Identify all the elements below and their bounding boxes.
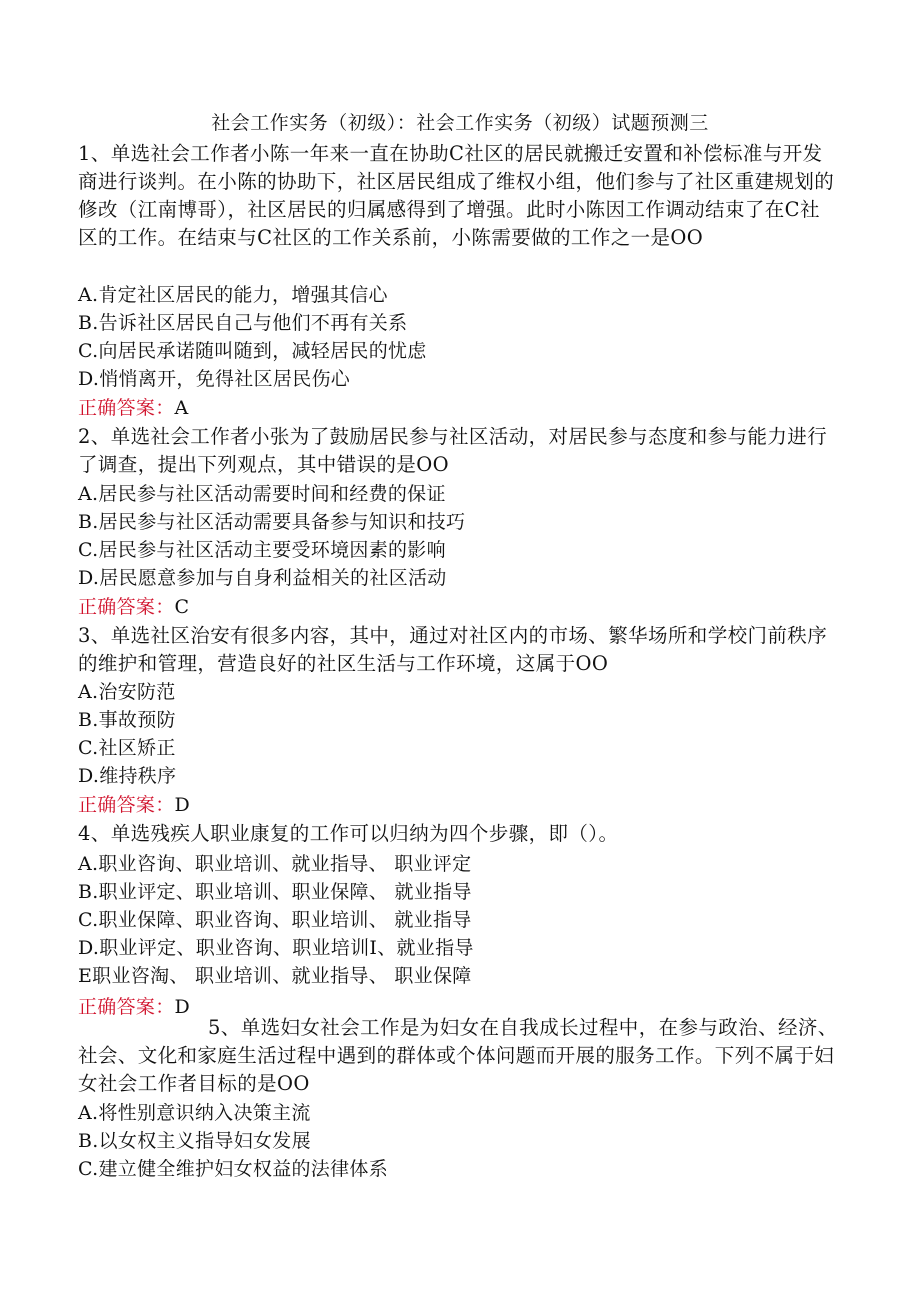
question-1-stem: 1、单选社会工作者小陈一年来一直在协助C社区的居民就搬迁安置和补偿标准与开发商进行谈判。在小陈的协助下，社区居民组成了维权小组，他们参与了社区重建规划的修改（江南博哥），社区居民的归属感得到了增强。此时小陈因工作调动结束了在C社区的工作。在结束与C社区的工作关系前，小陈需要做的工作之一是OO [78,142,835,249]
question-2-stem: 2、单选社会工作者小张为了鼓励居民参与社区活动，对居民参与态度和参与能力进行了调查，提出下列观点，其中错误的是OO [78,425,828,476]
question-3-stem: 3、单选社区治安有很多内容，其中，通过对社区内的市场、繁华场所和学校门前秩序的维护和管理，营造良好的社区生活与工作环境，这属于OO [78,624,828,675]
question-2-option-d: D.居民愿意参加与自身利益相关的社区活动 [78,567,447,589]
question-5-option-b: B.以女权主义指导妇女发展 [78,1130,311,1152]
answer-value: A [174,397,189,419]
question-1-option-b: B.告诉社区居民自己与他们不再有关系 [78,312,408,334]
answer-label: 正确答案： [78,397,175,419]
question-3-option-d: D.维持秩序 [78,765,177,787]
question-3-option-c: C.社区矫正 [78,737,176,759]
question-4-option-e: E职业咨淘、 职业培训、就业指导、 职业保障 [78,965,472,987]
answer-label: 正确答案： [78,596,175,618]
answer-value: D [174,794,191,816]
question-2-option-c: C.居民参与社区活动主要受环境因素的影响 [78,539,446,561]
question-5-stem: 5、单选妇女社会工作是为妇女在自我成长过程中，在参与政治、经济、社会、文化和家庭生活过程中遇到的群体或个体问题而开展的服务工作。下列不属于妇女社会工作者目标的是OO [78,1016,838,1095]
question-1-option-a: A.肯定社区居民的能力，增强其信心 [78,284,388,306]
question-4-option-a: A.职业咨询、职业培训、就业指导、 职业评定 [78,853,472,875]
answer-label: 正确答案： [78,794,175,816]
question-1-option-d: D.悄悄离开，免得社区居民伤心 [78,368,351,390]
document-title: 社会工作实务（初级）：社会工作实务（初级）试题预测三 [211,112,709,134]
question-1-option-c: C.向居民承诺随叫随到，减轻居民的忧虑 [78,340,427,362]
question-4-option-c: C.职业保障、职业咨询、职业培训、 就业指导 [78,909,472,931]
question-4-option-b: B.职业评定、职业培训、职业保障、 就业指导 [78,881,472,903]
question-2-answer [78,593,189,621]
question-2-option-b: B.居民参与社区活动需要具备参与知识和技巧 [78,511,466,533]
question-5-option-a: A.将性别意识纳入决策主流 [78,1102,311,1124]
question-1-answer [78,394,189,422]
answer-value: D [174,996,191,1018]
question-4-option-d: D.职业评定、职业咨询、职业培训I、就业指导 [78,937,474,959]
question-3-answer [78,791,190,819]
question-3-option-b: B.事故预防 [78,709,176,731]
question-3-option-a: A.治安防范 [78,681,176,703]
question-2-option-a: A.居民参与社区活动需要时间和经费的保证 [78,483,446,505]
answer-value: C [174,596,190,618]
answer-label: 正确答案： [78,996,175,1018]
question-5-option-c: C.建立健全维护妇女权益的法律体系 [78,1158,389,1180]
question-4-stem: 4、单选残疾人职业康复的工作可以归纳为四个步骤，即（）。 [78,822,619,845]
